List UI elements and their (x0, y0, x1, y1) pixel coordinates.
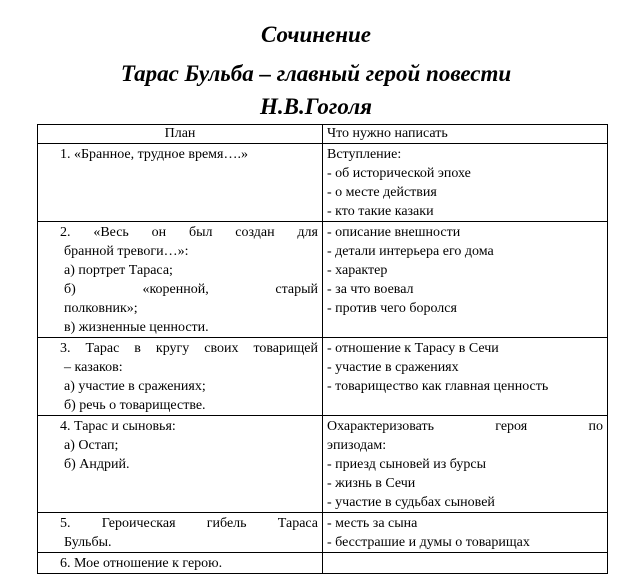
plan-table (37, 124, 608, 574)
table-row (38, 222, 608, 338)
write-line: - участие в сражениях (327, 360, 459, 375)
plan-line: б) Андрий. (64, 457, 130, 472)
write-line: - описание внешности (327, 225, 461, 240)
plan-line: 4. Тарас и сыновья: (60, 419, 176, 434)
plan-cell (38, 553, 323, 574)
write-cell (323, 338, 608, 416)
write-line: Вступление: (327, 147, 402, 162)
write-cell (323, 513, 608, 553)
essay-author: Н.В.Гоголя (259, 94, 372, 119)
table-row (38, 416, 608, 513)
table-row (38, 553, 608, 574)
table-row (38, 513, 608, 553)
write-line: - приезд сыновей из бурсы (327, 457, 487, 472)
essay-label: Сочинение (260, 22, 371, 47)
write-line: - месть за сына (327, 516, 418, 531)
plan-line: 6. Мое отношение к герою. (60, 556, 223, 571)
header-plan: План (38, 125, 323, 144)
plan-line: – казаков: (64, 360, 123, 375)
plan-cell (38, 222, 323, 338)
write-line: - о месте действия (327, 185, 437, 200)
plan-cell (38, 338, 323, 416)
write-line: - за что воевал (327, 282, 414, 297)
plan-line: а) участие в сражениях; (64, 379, 206, 394)
plan-line: а) портрет Тараса; (64, 263, 173, 278)
table-row (38, 144, 608, 222)
plan-line: 1. «Бранное, трудное время….» (60, 147, 248, 162)
header-what-to-write: Что нужно написать (323, 125, 608, 144)
write-line: - отношение к Тарасу в Сечи (327, 341, 499, 356)
write-line: - детали интерьера его дома (327, 244, 494, 259)
plan-line: бранной тревоги…»: (64, 244, 189, 259)
write-line: - жизнь в Сечи (327, 476, 416, 491)
plan-line: 2. «Весь он был создан для (60, 225, 318, 240)
write-cell (323, 416, 608, 513)
plan-line: в) жизненные ценности. (64, 320, 209, 335)
write-line: - товарищество как главная ценность (327, 379, 549, 394)
write-cell (323, 553, 608, 574)
plan-line: б) «коренной, старый (64, 282, 318, 297)
write-line: - об исторической эпохе (327, 166, 471, 181)
write-cell (323, 222, 608, 338)
plan-cell (38, 144, 323, 222)
plan-line: полковник»; (64, 301, 138, 316)
table-row (38, 338, 608, 416)
write-line: - против чего боролся (327, 301, 457, 316)
write-cell (323, 144, 608, 222)
write-line: - бесстрашие и думы о товарищах (327, 535, 530, 550)
plan-line: 5. Героическая гибель Тараса (60, 516, 318, 531)
write-line: - характер (327, 263, 388, 278)
plan-cell (38, 416, 323, 513)
plan-line: Бульбы. (64, 535, 112, 550)
essay-topic: Тарас Бульба – главный герой повести (120, 61, 512, 86)
plan-line: 3. Тарас в кругу своих товарищей (60, 341, 318, 356)
table-header-row (38, 125, 608, 144)
plan-cell (38, 513, 323, 553)
write-line: эпизодам: (327, 438, 387, 453)
plan-line: б) речь о товариществе. (64, 398, 206, 413)
write-line: Охарактеризовать героя по (327, 419, 603, 434)
plan-line: а) Остап; (64, 438, 119, 453)
write-line: - кто такие казаки (327, 204, 434, 219)
write-line: - участие в судьбах сыновей (327, 495, 495, 510)
